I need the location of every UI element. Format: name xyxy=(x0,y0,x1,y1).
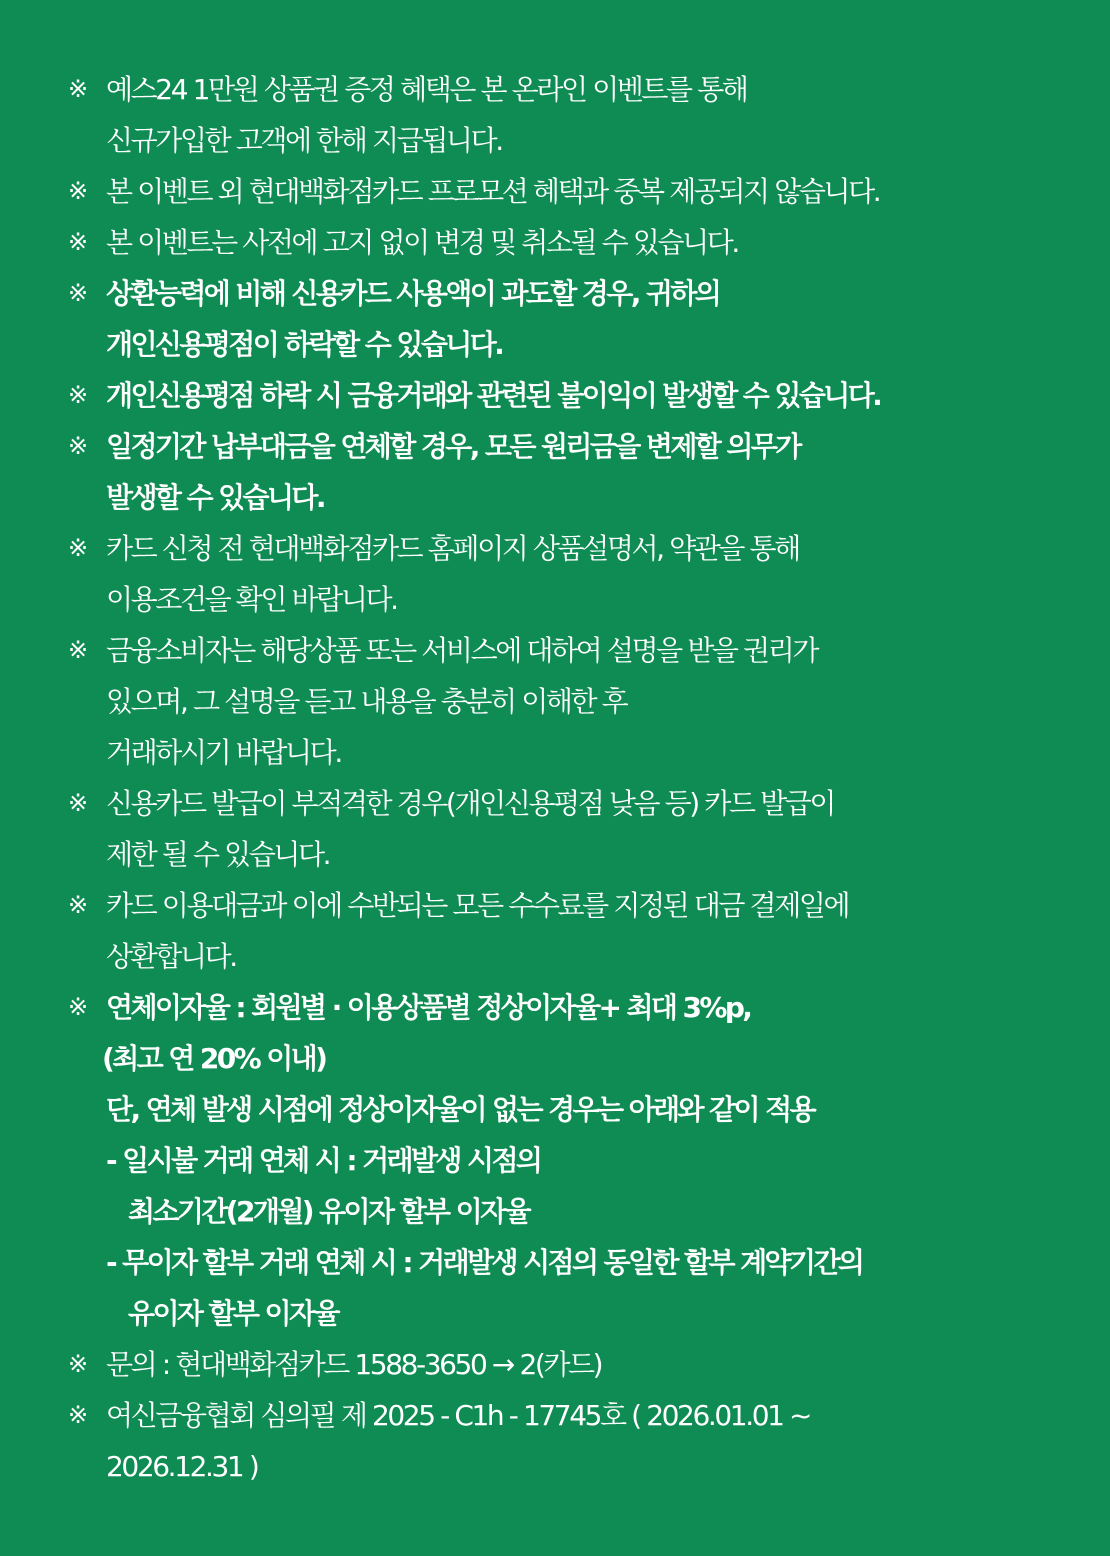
notice-line: 개인신용평점 하락 시 금융거래와 관련된 불이익이 발생할 수 있습니다. xyxy=(106,379,881,412)
notice-item-warning xyxy=(68,370,1068,421)
reference-mark-icon: ※ xyxy=(68,993,89,1021)
reference-mark-icon: ※ xyxy=(68,279,89,307)
notice-item-late-interest xyxy=(68,982,1068,1339)
notice-item xyxy=(68,523,1068,625)
sub-item-line: 최소기간(2개월) 유이자 할부 이자율 xyxy=(128,1195,529,1228)
notice-line: (최고 연 20% 이내) xyxy=(102,1042,326,1075)
reference-mark-icon: ※ xyxy=(68,789,89,817)
notice-line: 제한 될 수 있습니다. xyxy=(106,838,330,871)
sub-item-lump-sum: - 일시불 거래 연체 시 : 거래발생 시점의 xyxy=(106,1144,541,1177)
reference-mark-icon: ※ xyxy=(68,1350,89,1378)
reference-mark-icon: ※ xyxy=(68,75,89,103)
approval-line: 2026.12.31 ) xyxy=(106,1450,258,1483)
notice-line: 단, 연체 발생 시점에 정상이자율이 없는 경우는 아래와 같이 적용 xyxy=(106,1093,815,1126)
notice-item xyxy=(68,880,1068,982)
reference-mark-icon: ※ xyxy=(68,228,89,256)
reference-mark-icon: ※ xyxy=(68,432,89,460)
notice-line: 있으며, 그 설명을 듣고 내용을 충분히 이해한 후 xyxy=(106,685,627,718)
notice-line: 일정기간 납부대금을 연체할 경우, 모든 원리금을 변제할 의무가 xyxy=(106,430,800,463)
notice-line: 이용조건을 확인 바랍니다. xyxy=(106,583,397,616)
notice-item xyxy=(68,217,1068,268)
notice-list xyxy=(68,64,1068,1492)
notice-item xyxy=(68,778,1068,880)
notice-item-warning xyxy=(68,421,1068,523)
reference-mark-icon: ※ xyxy=(68,177,89,205)
notice-line: 금융소비자는 해당상품 또는 서비스에 대하여 설명을 받을 권리가 xyxy=(106,634,818,667)
notice-line: 본 이벤트는 사전에 고지 없이 변경 및 취소될 수 있습니다. xyxy=(106,226,738,259)
notice-item xyxy=(68,64,1068,166)
reference-mark-icon: ※ xyxy=(68,636,89,664)
notice-item-contact xyxy=(68,1339,1068,1390)
notice-line: 발생할 수 있습니다. xyxy=(106,481,324,514)
reference-mark-icon: ※ xyxy=(68,891,89,919)
notice-line: 카드 신청 전 현대백화점카드 홈페이지 상품설명서, 약관을 통해 xyxy=(106,532,799,565)
notice-line: 신용카드 발급이 부적격한 경우(개인신용평점 낮음 등) 카드 발급이 xyxy=(106,787,835,820)
notice-line: 상환합니다. xyxy=(106,940,236,973)
sub-item-installment: - 무이자 할부 거래 연체 시 : 거래발생 시점의 동일한 할부 계약기간의 xyxy=(106,1246,863,1279)
notice-line: 신규가입한 고객에 한해 지급됩니다. xyxy=(106,124,502,157)
approval-line: 여신금융협회 심의필 제 2025 - C1h - 17745호 ( 2026.01.01 ~ xyxy=(106,1399,811,1432)
notice-line: 카드 이용대금과 이에 수반되는 모든 수수료를 지정된 대금 결제일에 xyxy=(106,889,849,922)
notice-line: 거래하시기 바랍니다. xyxy=(106,736,341,769)
notice-item-warning xyxy=(68,268,1068,370)
notice-item xyxy=(68,166,1068,217)
reference-mark-icon: ※ xyxy=(68,1401,89,1429)
notice-line: 예스24 1만원 상품권 증정 혜택은 본 온라인 이벤트를 통해 xyxy=(106,73,747,106)
reference-mark-icon: ※ xyxy=(68,534,89,562)
notice-item xyxy=(68,625,1068,778)
notice-line: 개인신용평점이 하락할 수 있습니다. xyxy=(106,328,503,361)
contact-line: 문의 : 현대백화점카드 1588-3650 → 2(카드) xyxy=(106,1348,602,1381)
notice-line: 상환능력에 비해 신용카드 사용액이 과도할 경우, 귀하의 xyxy=(106,277,720,310)
notice-line: 연체이자율 : 회원별 · 이용상품별 정상이자율+ 최대 3%p, xyxy=(106,991,751,1024)
sub-item-line: 유이자 할부 이자율 xyxy=(128,1297,338,1330)
notice-line: 본 이벤트 외 현대백화점카드 프로모션 혜택과 중복 제공되지 않습니다. xyxy=(106,175,880,208)
notice-item-approval xyxy=(68,1390,1068,1492)
reference-mark-icon: ※ xyxy=(68,381,89,409)
